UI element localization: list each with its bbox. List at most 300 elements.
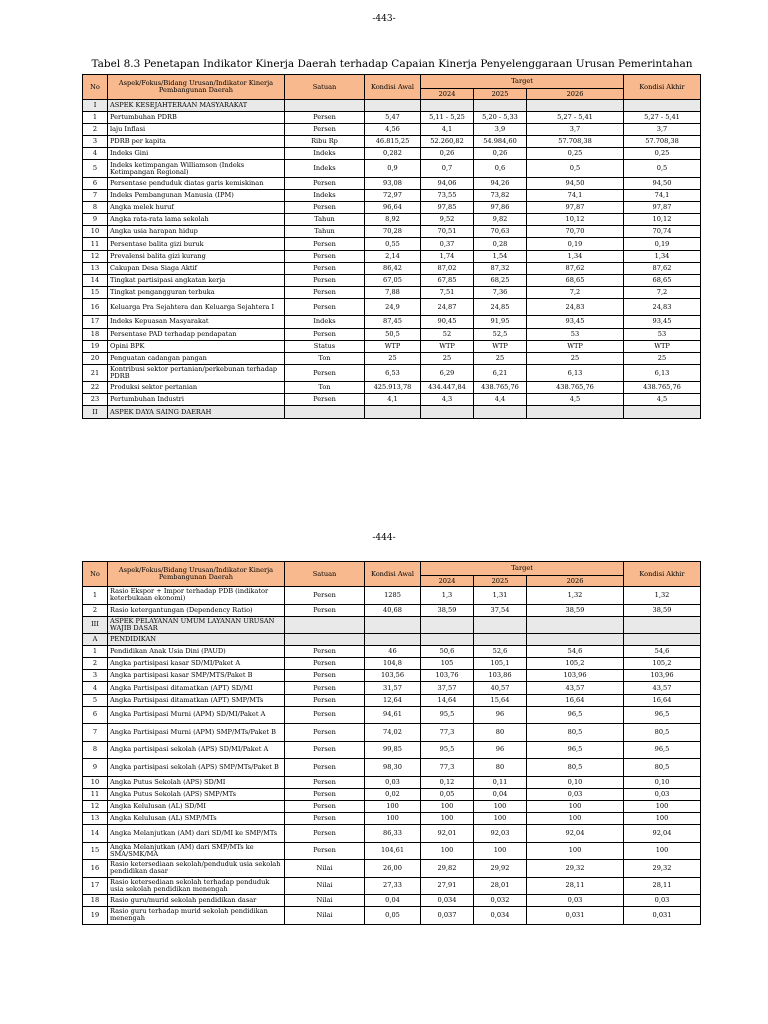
table-row xyxy=(83,352,701,364)
target-2025: 0,6 xyxy=(474,160,527,178)
target-2025: 1,54 xyxy=(474,250,527,262)
target-2024: 0,12 xyxy=(421,776,474,788)
indicator-name: Angka usia harapan hidup xyxy=(108,226,285,238)
table-row xyxy=(83,298,701,316)
target-2026: 28,11 xyxy=(527,877,624,895)
target-2024: 9,52 xyxy=(421,214,474,226)
target-2024: 90,45 xyxy=(421,316,474,328)
target-2026: 100 xyxy=(527,842,624,860)
target-2025: 0,11 xyxy=(474,776,527,788)
target-2026: 24,83 xyxy=(527,298,624,316)
final-value: 6,13 xyxy=(624,364,701,382)
target-2025: 40,57 xyxy=(474,682,527,694)
table-row xyxy=(83,907,701,925)
table-row xyxy=(83,112,701,124)
unit-cell: Persen xyxy=(285,394,365,406)
initial-value: 4,1 xyxy=(365,394,421,406)
target-2025: 29,92 xyxy=(474,860,527,878)
target-2025: 91,95 xyxy=(474,316,527,328)
unit-cell: Persen xyxy=(285,587,365,605)
initial-value xyxy=(365,616,421,634)
target-2025: 70,63 xyxy=(474,226,527,238)
target-2024: 29,82 xyxy=(421,860,474,878)
unit-cell: Persen xyxy=(285,724,365,742)
target-2024: 52.260,82 xyxy=(421,136,474,148)
unit-cell: Persen xyxy=(285,328,365,340)
final-value: 0,25 xyxy=(624,148,701,160)
row-number: 3 xyxy=(83,136,108,148)
final-value: 0,03 xyxy=(624,895,701,907)
header-no: No xyxy=(83,75,108,100)
row-number: 13 xyxy=(83,262,108,274)
indicator-table-part-1 xyxy=(82,74,701,419)
row-number: 17 xyxy=(83,316,108,328)
target-2024: 50,6 xyxy=(421,646,474,658)
row-number: 1 xyxy=(83,587,108,605)
indicator-name: Angka Kelulusan (AL) SD/MI xyxy=(108,800,285,812)
initial-value: 7,88 xyxy=(365,286,421,298)
initial-value xyxy=(365,634,421,646)
final-value: 100 xyxy=(624,812,701,824)
target-2026: 94,50 xyxy=(527,177,624,189)
table-row xyxy=(83,328,701,340)
final-value: 68,65 xyxy=(624,274,701,286)
row-number: 4 xyxy=(83,682,108,694)
row-number: 16 xyxy=(83,298,108,316)
target-2024: 87,02 xyxy=(421,262,474,274)
initial-value: 31,57 xyxy=(365,682,421,694)
target-2025: 7,36 xyxy=(474,286,527,298)
final-value: 100 xyxy=(624,842,701,860)
unit-cell: Persen xyxy=(285,776,365,788)
target-2024: 25 xyxy=(421,352,474,364)
row-number: 6 xyxy=(83,706,108,724)
target-2025: 94,26 xyxy=(474,177,527,189)
initial-value: 50,5 xyxy=(365,328,421,340)
section-row xyxy=(83,100,701,112)
initial-value: 6,53 xyxy=(365,364,421,382)
header-2026: 2026 xyxy=(527,89,624,100)
target-2025: 9,82 xyxy=(474,214,527,226)
table-row xyxy=(83,800,701,812)
indicator-name: Angka Partisipasi ditamatkan (APT) SMP/MTs xyxy=(108,694,285,706)
target-2026: 80,5 xyxy=(527,724,624,742)
header-2026: 2026 xyxy=(527,576,624,587)
indicator-name: Angka Partisipasi Murni (APM) SD/MI/Paket A xyxy=(108,706,285,724)
unit-cell xyxy=(285,100,365,112)
final-value: 70,74 xyxy=(624,226,701,238)
unit-cell: Persen xyxy=(285,364,365,382)
indicator-name: Angka Partisipasi ditamatkan (APT) SD/MI xyxy=(108,682,285,694)
target-2026: 0,25 xyxy=(527,148,624,160)
target-2026: 10,12 xyxy=(527,214,624,226)
row-number: 2 xyxy=(83,604,108,616)
target-2024: 100 xyxy=(421,842,474,860)
table-row xyxy=(83,670,701,682)
initial-value: 86,42 xyxy=(365,262,421,274)
initial-value: 0,05 xyxy=(365,907,421,925)
target-2025: 0,28 xyxy=(474,238,527,250)
target-2025: 37,54 xyxy=(474,604,527,616)
unit-cell: Persen xyxy=(285,298,365,316)
initial-value: 0,02 xyxy=(365,788,421,800)
target-2025: 0,034 xyxy=(474,907,527,925)
row-number: A xyxy=(83,634,108,646)
table-row xyxy=(83,877,701,895)
target-2024: 105 xyxy=(421,658,474,670)
target-2025: 73,82 xyxy=(474,190,527,202)
target-2025: 100 xyxy=(474,812,527,824)
header-no: No xyxy=(83,562,108,587)
initial-value: 87,45 xyxy=(365,316,421,328)
row-number: 5 xyxy=(83,160,108,178)
table-row xyxy=(83,202,701,214)
unit-cell: Persen xyxy=(285,202,365,214)
row-number: 18 xyxy=(83,328,108,340)
initial-value: 100 xyxy=(365,812,421,824)
unit-cell: Nilai xyxy=(285,860,365,878)
final-value: 87,62 xyxy=(624,262,701,274)
target-2025: 92,03 xyxy=(474,825,527,843)
indicator-name: Produksi sektor pertanian xyxy=(108,382,285,394)
row-number: 9 xyxy=(83,759,108,777)
unit-cell: Ribu Rp xyxy=(285,136,365,148)
table-row xyxy=(83,895,701,907)
initial-value: 425.913,78 xyxy=(365,382,421,394)
initial-value xyxy=(365,406,421,418)
target-2025: WTP xyxy=(474,340,527,352)
row-number: 17 xyxy=(83,877,108,895)
header-target: Target xyxy=(421,562,624,576)
target-2024: 97,85 xyxy=(421,202,474,214)
target-2024: 6,29 xyxy=(421,364,474,382)
initial-value: 26,00 xyxy=(365,860,421,878)
initial-value: 0,03 xyxy=(365,776,421,788)
row-number: 11 xyxy=(83,788,108,800)
final-value: 28,11 xyxy=(624,877,701,895)
target-2025: 28,01 xyxy=(474,877,527,895)
final-value: 3,7 xyxy=(624,124,701,136)
initial-value: 104,61 xyxy=(365,842,421,860)
unit-cell: Persen xyxy=(285,682,365,694)
target-2024: 27,91 xyxy=(421,877,474,895)
table-row xyxy=(83,694,701,706)
initial-value: 8,92 xyxy=(365,214,421,226)
table-row xyxy=(83,812,701,824)
unit-cell: Persen xyxy=(285,694,365,706)
unit-cell: Persen xyxy=(285,646,365,658)
target-2024: 4,1 xyxy=(421,124,474,136)
target-2025: 0,032 xyxy=(474,895,527,907)
indicator-name: Angka partisipasi sekolah (APS) SD/MI/Paket A xyxy=(108,741,285,759)
final-value: 0,031 xyxy=(624,907,701,925)
section-row xyxy=(83,406,701,418)
target-2024: 0,26 xyxy=(421,148,474,160)
unit-cell: Persen xyxy=(285,759,365,777)
unit-cell: Persen xyxy=(285,124,365,136)
target-2025 xyxy=(474,406,527,418)
target-2026: 38,59 xyxy=(527,604,624,616)
indicator-name: ASPEK PELAYANAN UMUM LAYANAN URUSAN WAJIB DASAR xyxy=(108,616,285,634)
initial-value: 94,61 xyxy=(365,706,421,724)
indicator-name: Rasio ketersediaan sekolah terhadap penduduk usia sekolah pendidikan menengah xyxy=(108,877,285,895)
unit-cell: Persen xyxy=(285,842,365,860)
final-value: 53 xyxy=(624,328,701,340)
target-2025: 24,85 xyxy=(474,298,527,316)
final-value: 103,96 xyxy=(624,670,701,682)
page-number-443: -443- xyxy=(372,14,396,24)
indicator-name: Indeks Pembangunan Manusia (IPM) xyxy=(108,190,285,202)
target-2024: 434.447,84 xyxy=(421,382,474,394)
indicator-name: PDRB per kapita xyxy=(108,136,285,148)
final-value: 96,5 xyxy=(624,706,701,724)
header-final-condition: Kondisi Akhir xyxy=(624,562,701,587)
row-number: 2 xyxy=(83,658,108,670)
target-2025: 97,86 xyxy=(474,202,527,214)
unit-cell: Nilai xyxy=(285,877,365,895)
indicator-name: Indeks Kepuasan Masyarakat xyxy=(108,316,285,328)
unit-cell: Indeks xyxy=(285,160,365,178)
initial-value: 0,282 xyxy=(365,148,421,160)
target-2025: 3,9 xyxy=(474,124,527,136)
target-2025: 96 xyxy=(474,741,527,759)
final-value: 24,83 xyxy=(624,298,701,316)
table-row xyxy=(83,658,701,670)
row-number: 21 xyxy=(83,364,108,382)
row-number: 18 xyxy=(83,895,108,907)
target-2024 xyxy=(421,406,474,418)
unit-cell: Persen xyxy=(285,286,365,298)
initial-value: 86,33 xyxy=(365,825,421,843)
table-row xyxy=(83,842,701,860)
target-2026: 16,64 xyxy=(527,694,624,706)
table-body-part-2 xyxy=(83,587,701,925)
final-value: 29,32 xyxy=(624,860,701,878)
indicator-name: Angka rata-rata lama sekolah xyxy=(108,214,285,226)
target-2024: 37,57 xyxy=(421,682,474,694)
indicator-name: Rasio ketergantungan (Dependency Ratio) xyxy=(108,604,285,616)
table-row xyxy=(83,394,701,406)
indicator-name: Angka partisipasi kasar SD/MI/Paket A xyxy=(108,658,285,670)
initial-value: 0,55 xyxy=(365,238,421,250)
target-2025: 52,5 xyxy=(474,328,527,340)
target-2024: 100 xyxy=(421,800,474,812)
table-row xyxy=(83,190,701,202)
indicator-name: Angka partisipasi sekolah (APS) SMP/MTs/Paket B xyxy=(108,759,285,777)
indicator-name: Tingkat partisipasi angkatan kerja xyxy=(108,274,285,286)
final-value: 57.708,38 xyxy=(624,136,701,148)
row-number: 15 xyxy=(83,286,108,298)
row-number: 14 xyxy=(83,825,108,843)
final-value xyxy=(624,634,701,646)
row-number: III xyxy=(83,616,108,634)
final-value: 96,5 xyxy=(624,741,701,759)
target-2025: 15,64 xyxy=(474,694,527,706)
header-initial-condition: Kondisi Awal xyxy=(365,75,421,100)
unit-cell: Persen xyxy=(285,177,365,189)
final-value: 0,5 xyxy=(624,160,701,178)
row-number: 7 xyxy=(83,724,108,742)
final-value: 1,34 xyxy=(624,250,701,262)
target-2024 xyxy=(421,634,474,646)
initial-value: 67,05 xyxy=(365,274,421,286)
final-value: 43,57 xyxy=(624,682,701,694)
page-number-444: -444- xyxy=(372,533,396,543)
target-2025: 438.765,76 xyxy=(474,382,527,394)
indicator-name: Pertumbuhan PDRB xyxy=(108,112,285,124)
indicator-name: laju Inflasi xyxy=(108,124,285,136)
table-row xyxy=(83,148,701,160)
indicator-name: Indeks Gini xyxy=(108,148,285,160)
target-2024: 0,05 xyxy=(421,788,474,800)
final-value: 92,04 xyxy=(624,825,701,843)
header-final-condition: Kondisi Akhir xyxy=(624,75,701,100)
target-2026: 4,5 xyxy=(527,394,624,406)
row-number: 20 xyxy=(83,352,108,364)
target-2026: 43,57 xyxy=(527,682,624,694)
final-value: 5,27 - 5,41 xyxy=(624,112,701,124)
target-2026 xyxy=(527,616,624,634)
indicator-name: Angka Kelulusan (AL) SMP/MTs xyxy=(108,812,285,824)
table-row xyxy=(83,177,701,189)
row-number: 12 xyxy=(83,800,108,812)
indicator-name: ASPEK KESEJAHTERAAN MASYARAKAT xyxy=(108,100,285,112)
initial-value: 1285 xyxy=(365,587,421,605)
initial-value: 100 xyxy=(365,800,421,812)
target-2025: 87,32 xyxy=(474,262,527,274)
target-2024: 1,3 xyxy=(421,587,474,605)
target-2026: 54,6 xyxy=(527,646,624,658)
target-2024: 24,87 xyxy=(421,298,474,316)
table-row xyxy=(83,214,701,226)
header-2024: 2024 xyxy=(421,576,474,587)
final-value: WTP xyxy=(624,340,701,352)
initial-value: 72,97 xyxy=(365,190,421,202)
target-2024: 77,3 xyxy=(421,759,474,777)
target-2025: 80 xyxy=(474,759,527,777)
target-2026 xyxy=(527,100,624,112)
indicator-name: Angka Putus Sekolah (APS) SMP/MTs xyxy=(108,788,285,800)
section-row xyxy=(83,634,701,646)
initial-value: WTP xyxy=(365,340,421,352)
target-2026: 0,19 xyxy=(527,238,624,250)
header-2024: 2024 xyxy=(421,89,474,100)
unit-cell: Indeks xyxy=(285,190,365,202)
table-row xyxy=(83,250,701,262)
final-value: 54,6 xyxy=(624,646,701,658)
table-row xyxy=(83,825,701,843)
initial-value: 24,9 xyxy=(365,298,421,316)
header-unit: Satuan xyxy=(285,75,365,100)
initial-value: 0,9 xyxy=(365,160,421,178)
target-2025: 1,31 xyxy=(474,587,527,605)
header-2025: 2025 xyxy=(474,89,527,100)
table-row xyxy=(83,860,701,878)
target-2024: 73,55 xyxy=(421,190,474,202)
row-number: 23 xyxy=(83,394,108,406)
target-2024: 1,74 xyxy=(421,250,474,262)
unit-cell: Persen xyxy=(285,706,365,724)
target-2025: 52,6 xyxy=(474,646,527,658)
target-2025: 4,4 xyxy=(474,394,527,406)
target-2026: 93,45 xyxy=(527,316,624,328)
final-value: 1,32 xyxy=(624,587,701,605)
header-indicator: Aspek/Fokus/Bidang Urusan/Indikator Kinerja Pembangunan Daerah xyxy=(108,562,285,587)
final-value: 0,10 xyxy=(624,776,701,788)
target-2024: 103,76 xyxy=(421,670,474,682)
unit-cell: Status xyxy=(285,340,365,352)
table-row xyxy=(83,788,701,800)
target-2025: 100 xyxy=(474,800,527,812)
row-number: 6 xyxy=(83,177,108,189)
target-2024: 95,5 xyxy=(421,706,474,724)
final-value xyxy=(624,100,701,112)
target-2026: 103,96 xyxy=(527,670,624,682)
initial-value: 70,28 xyxy=(365,226,421,238)
target-2026: 80,5 xyxy=(527,759,624,777)
target-2024 xyxy=(421,616,474,634)
target-2025: 96 xyxy=(474,706,527,724)
unit-cell: Persen xyxy=(285,658,365,670)
row-number: I xyxy=(83,100,108,112)
target-2025: 6,21 xyxy=(474,364,527,382)
row-number: 10 xyxy=(83,226,108,238)
final-value: 25 xyxy=(624,352,701,364)
final-value: 7,2 xyxy=(624,286,701,298)
target-2024 xyxy=(421,100,474,112)
target-2025 xyxy=(474,616,527,634)
row-number: 5 xyxy=(83,694,108,706)
target-2024: 14,64 xyxy=(421,694,474,706)
target-2024: 100 xyxy=(421,812,474,824)
indicator-name: Pertumbuhan Industri xyxy=(108,394,285,406)
row-number: II xyxy=(83,406,108,418)
target-2026: 92,04 xyxy=(527,825,624,843)
target-2025: 100 xyxy=(474,842,527,860)
row-number: 10 xyxy=(83,776,108,788)
initial-value: 0,04 xyxy=(365,895,421,907)
indicator-name: Tingkat pengangguran terbuka xyxy=(108,286,285,298)
row-number: 11 xyxy=(83,238,108,250)
target-2026 xyxy=(527,406,624,418)
target-2025 xyxy=(474,634,527,646)
row-number: 7 xyxy=(83,190,108,202)
initial-value xyxy=(365,100,421,112)
unit-cell: Persen xyxy=(285,262,365,274)
unit-cell: Indeks xyxy=(285,316,365,328)
target-2026: 70,70 xyxy=(527,226,624,238)
target-2026: 87,62 xyxy=(527,262,624,274)
table-row xyxy=(83,382,701,394)
target-2026: WTP xyxy=(527,340,624,352)
target-2026: 438.765,76 xyxy=(527,382,624,394)
target-2026: 1,34 xyxy=(527,250,624,262)
unit-cell: Persen xyxy=(285,812,365,824)
unit-cell: Ton xyxy=(285,352,365,364)
final-value: 105,2 xyxy=(624,658,701,670)
unit-cell: Persen xyxy=(285,238,365,250)
table-row xyxy=(83,646,701,658)
indicator-name: Opini BPK xyxy=(108,340,285,352)
initial-value: 5,47 xyxy=(365,112,421,124)
indicator-name: Persentase penduduk diatas garis kemiskinan xyxy=(108,177,285,189)
table-row xyxy=(83,274,701,286)
indicator-name: Persentase balita gizi buruk xyxy=(108,238,285,250)
indicator-name: Rasio ketersediaan sekolah/penduduk usia sekolah pendidikan dasar xyxy=(108,860,285,878)
initial-value: 98,30 xyxy=(365,759,421,777)
indicator-name: Rasio guru/murid sekolah pendidikan dasar xyxy=(108,895,285,907)
unit-cell: Persen xyxy=(285,800,365,812)
